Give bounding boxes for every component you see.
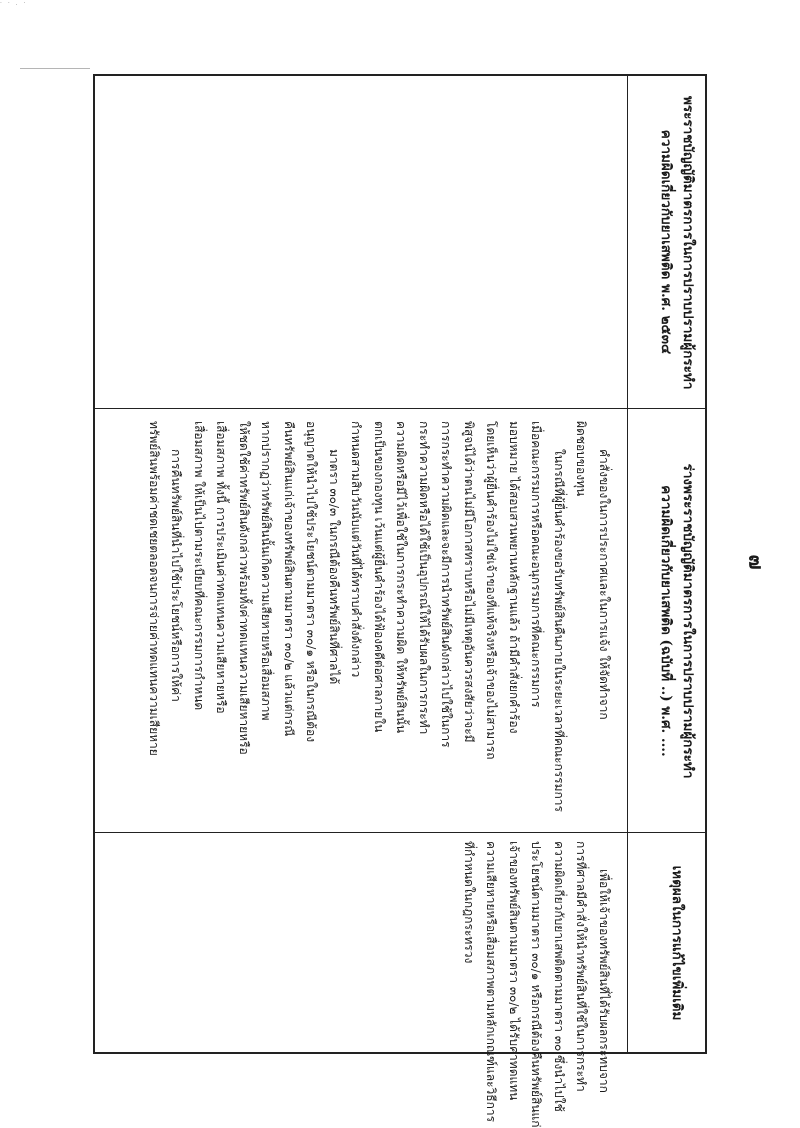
body-line: การที่ศาลมีคำสั่งให้นำทรัพย์สินที่ใช้ในการกระทำ	[574, 841, 589, 1092]
header-line: พระราชบัญญัติมาตรการในการปราบปรามผู้กระทำ	[680, 96, 696, 390]
body-line: คืนทรัพย์สินแก่เจ้าของทรัพย์สินตามมาตรา ๓๐/๒ แล้วแต่กรณี	[282, 421, 296, 737]
body-line: เสื่อมสภาพ ให้เป็นไปตามระเบียบที่คณะกรรมการกำหนด	[192, 421, 206, 711]
body-line: ให้ชดใช้ค่าทรัพย์สินดังกล่าวพร้อมทั้งค่าทดแทนความเสียหายหรือ	[237, 421, 251, 755]
body-line: เจ้าของทรัพย์สินตามมาตรา ๓๐/๒ ได้รับค่าทดแทน	[507, 841, 521, 1101]
column-reasons	[95, 832, 705, 1128]
body-line: กระทำความผิดหรือได้ใช้เป็นอุปกรณ์ให้ได้รับผลในการกระทำ	[417, 421, 431, 735]
body-line: ในกรณีที่ผู้ยื่นคำร้องขอรับทรัพย์สินคืนภายในระยะเวลาที่คณะกรรมการ	[552, 449, 566, 812]
body-line: กำหนดสามสิบวันนับแต่วันที่ได้ทราบคำสั่งดังกล่าว	[349, 421, 364, 678]
body-line: เมื่อคณะกรรมการหรือคณะอนุกรรมการที่คณะกรรมการ	[529, 421, 544, 708]
body-line: ประโยชน์ตามมาตรา ๓๐/๑ หรือกรณีต้องคืนทรัพย์สินแก่	[529, 841, 544, 1128]
column-draft-act	[95, 408, 705, 832]
body-line: มอบหมาย ได้สอบสวนพยานหลักฐานแล้ว ถ้ามีคำสั่งยกคำร้อง	[507, 421, 521, 734]
body-line: ความผิดหรือมีไว้เพื่อใช้ในการกระทำความผิด ให้ทรัพย์สินนั้น	[394, 421, 409, 734]
column-current-act	[95, 76, 705, 408]
body-line: อนุญาตให้นำไปใช้ประโยชน์ตามมาตรา ๓๐/๑ หรือในกรณีต้อง	[304, 421, 319, 743]
column-header-draft-act	[627, 409, 705, 832]
body-line: ที่กำหนดในกฎกระทรวง	[462, 841, 476, 964]
header-line: ความผิดเกี่ยวกับยาเสพติด (ฉบับที่ ..) พ.ศ. ....	[658, 485, 674, 757]
column-header-reasons	[627, 833, 705, 1052]
body-line: มาตรา ๓๐/๓ ในกรณีต้องคืนทรัพย์สินที่ศาลได้	[327, 449, 341, 685]
body-line: ตกเป็นของกองทุน เว้นแต่ผู้ยื่นคำร้องได้ฟ้องคดีต่อศาลภายใน	[372, 421, 386, 733]
comparison-table	[93, 74, 707, 1128]
scan-smudge	[20, 68, 90, 69]
page-number-text: ๗	[744, 554, 769, 570]
body-line: ผิดชอบของทุน	[574, 421, 589, 497]
scan-header-noise: · · . ·	[0, 0, 28, 7]
column-header-current-act	[627, 76, 705, 408]
column-body-reasons	[95, 833, 627, 1128]
body-line: เสื่อมสภาพ ทั้งนี้ การประเมินค่าทดแทนความเสียหายหรือ	[214, 421, 229, 714]
body-line: พิสูจน์ได้ว่าตนไม่มีโอกาสทราบหรือไม่มีเหตุอันควรสงสัยว่าจะมี	[462, 421, 476, 743]
body-line: เพื่อให้เจ้าของทรัพย์สินที่ได้รับผลกระทบจาก	[597, 869, 611, 1093]
body-line: การคืนทรัพย์สินที่นำไปใช้ประโยชน์หรือการให้ค่า	[169, 449, 184, 702]
body-line: ความผิดเกี่ยวกับยาเสพติดตามมาตรา ๓๐ ซึ่งนำไปใช้	[552, 841, 566, 1112]
body-line: หากปรากฏว่าทรัพย์สินนั้นเกิดความเสียหายหรือเสื่อมสภาพ	[259, 421, 274, 721]
header-line: ความผิดเกี่ยวกับยาเสพติด พ.ศ. ๒๕๓๔	[658, 129, 674, 355]
body-line: โดยเห็นว่าผู้ยื่นคำร้องไม่ใช่เจ้าของที่แท้จริงหรือเจ้าของไม่สามารถ	[484, 421, 499, 760]
page-number	[743, 548, 771, 576]
body-line: ความเสียหายหรือเสื่อมสภาพตามหลักเกณฑ์และวิธีการ	[484, 841, 499, 1123]
header-line: ร่างพระราชบัญญัติมาตรการในการปราบปรามผู้กระทำ	[680, 463, 696, 779]
body-line: ทรัพย์สินพร้อมค่าชดเชยตลอดจนการจ่ายค่าทดแทนความเสียหาย	[147, 421, 161, 756]
body-line: การกระทำความผิดและจะมีการนำทรัพย์สินดังกล่าวไปใช้ในการ	[439, 421, 454, 748]
column-body-current-act	[95, 76, 627, 408]
column-body-draft-act	[95, 409, 627, 832]
draft-act-text	[143, 421, 616, 821]
reasons-text	[458, 841, 616, 1128]
header-line: เหตุผลในการแก้ไขเพิ่มเติม	[669, 865, 685, 1021]
body-line: คำสั่งของในการประกาศและในการแจ้ง ให้จัดทำจาก	[597, 449, 611, 720]
